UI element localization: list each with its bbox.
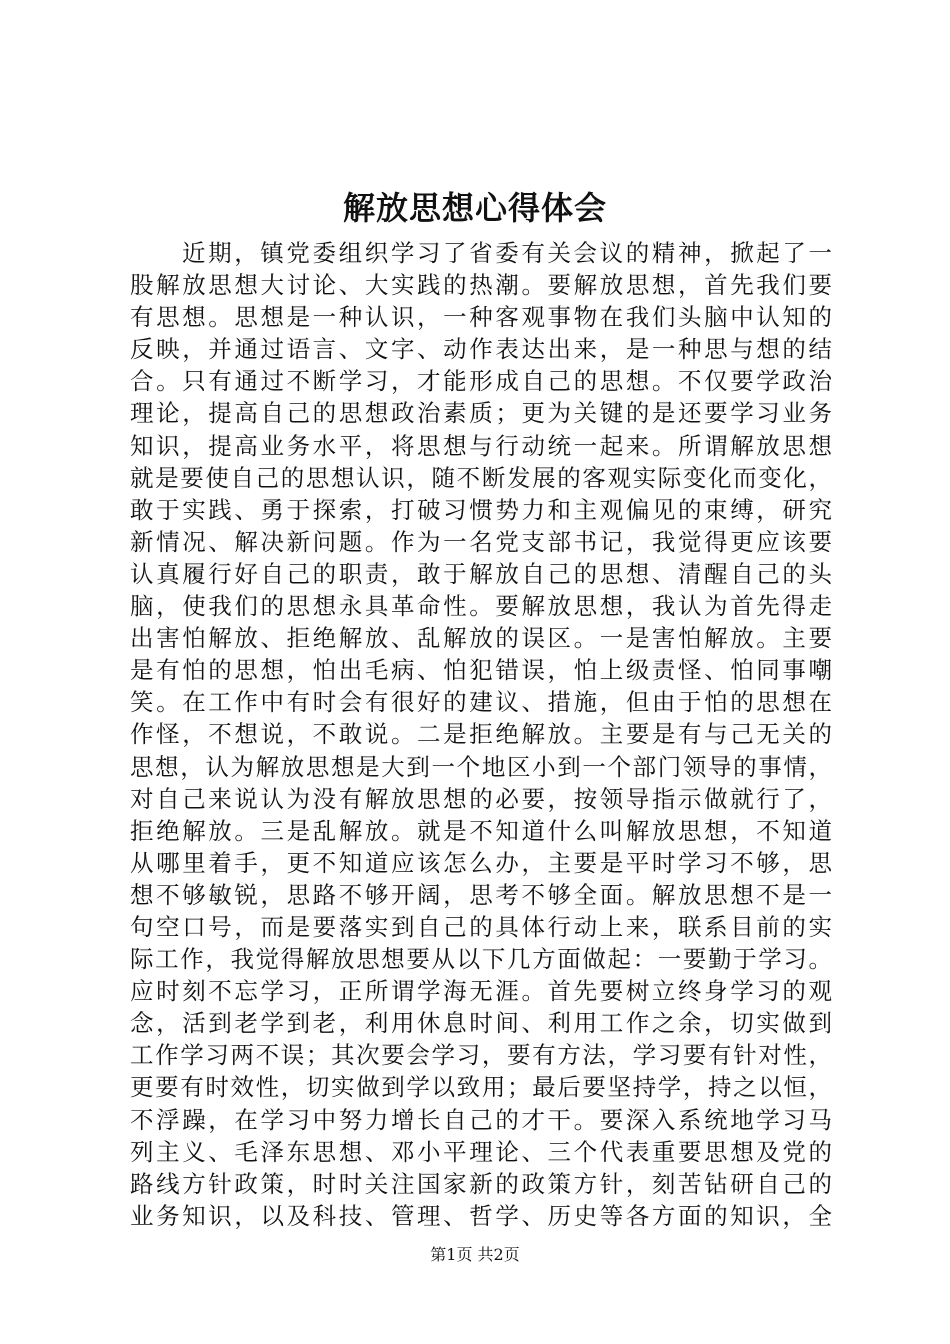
text-line: 认真履行好自己的职责，敢于解放自己的思想、清醒自己的头	[130, 559, 832, 588]
document-title: 解放思想心得体会	[342, 189, 607, 227]
text-line: 就是要使自己的思想认识，随不断发展的客观实际变化而变化，	[130, 463, 832, 492]
text-line: 应时刻不忘学习，正所谓学海无涯。首先要树立终身学习的观	[130, 977, 832, 1006]
text-line: 更要有时效性，切实做到学以致用；最后要坚持学，持之以恒，	[130, 1073, 832, 1102]
text-line: 不浮躁，在学习中努力增长自己的才干。要深入系统地学习马	[130, 1105, 832, 1134]
text-line: 对自己来说认为没有解放思想的必要，按领导指示做就行了，	[130, 784, 832, 813]
text-line: 从哪里着手，更不知道应该怎么办，主要是平时学习不够，思	[130, 848, 832, 877]
text-line: 敢于实践、勇于探索，打破习惯势力和主观偏见的束缚，研究	[130, 495, 832, 524]
text-line: 是有怕的思想，怕出毛病、怕犯错误，怕上级责怪、怕同事嘲	[130, 656, 832, 685]
text-line: 思想，认为解放思想是大到一个地区小到一个部门领导的事情，	[130, 752, 832, 781]
body-paragraph	[130, 237, 832, 1232]
text-line: 业务知识，以及科技、管理、哲学、历史等各方面的知识，全	[130, 1201, 832, 1230]
text-line: 近期，镇党委组织学习了省委有关会议的精神，掀起了一	[182, 239, 832, 267]
text-line: 有思想。思想是一种认识，一种客观事物在我们头脑中认知的	[130, 303, 832, 332]
text-line: 脑，使我们的思想永具革命性。要解放思想，我认为首先得走	[130, 592, 832, 621]
page-footer: 第1页 共2页	[430, 1245, 520, 1264]
text-line: 理论，提高自己的思想政治素质；更为关键的是还要学习业务	[130, 399, 832, 428]
text-line: 际工作，我觉得解放思想要从以下几方面做起：一要勤于学习。	[130, 945, 832, 974]
text-line: 新情况、解决新问题。作为一名党支部书记，我觉得更应该要	[130, 527, 832, 556]
text-line: 路线方针政策，时时关注国家新的政策方针，刻苦钻研自己的	[130, 1169, 832, 1198]
text-line: 反映，并通过语言、文字、动作表达出来，是一种思与想的结	[130, 335, 832, 364]
text-line: 列主义、毛泽东思想、邓小平理论、三个代表重要思想及党的	[130, 1137, 832, 1166]
text-line: 句空口号，而是要落实到自己的具体行动上来，联系目前的实	[130, 912, 832, 941]
text-line: 出害怕解放、拒绝解放、乱解放的误区。一是害怕解放。主要	[130, 624, 832, 653]
text-line: 想不够敏锐，思路不够开阔，思考不够全面。解放思想不是一	[130, 880, 832, 909]
text-line: 合。只有通过不断学习，才能形成自己的思想。不仅要学政治	[130, 367, 832, 396]
text-line: 拒绝解放。三是乱解放。就是不知道什么叫解放思想，不知道	[130, 816, 832, 845]
text-line: 作怪，不想说，不敢说。二是拒绝解放。主要是有与己无关的	[130, 720, 832, 749]
text-line: 股解放思想大讨论、大实践的热潮。要解放思想，首先我们要	[130, 271, 832, 300]
text-line: 知识，提高业务水平，将思想与行动统一起来。所谓解放思想	[130, 431, 832, 460]
text-line: 念，活到老学到老，利用休息时间、利用工作之余，切实做到	[130, 1009, 832, 1038]
text-line: 笑。在工作中有时会有很好的建议、措施，但由于怕的思想在	[130, 688, 832, 717]
text-line: 工作学习两不误；其次要会学习，要有方法，学习要有针对性，	[130, 1041, 832, 1070]
